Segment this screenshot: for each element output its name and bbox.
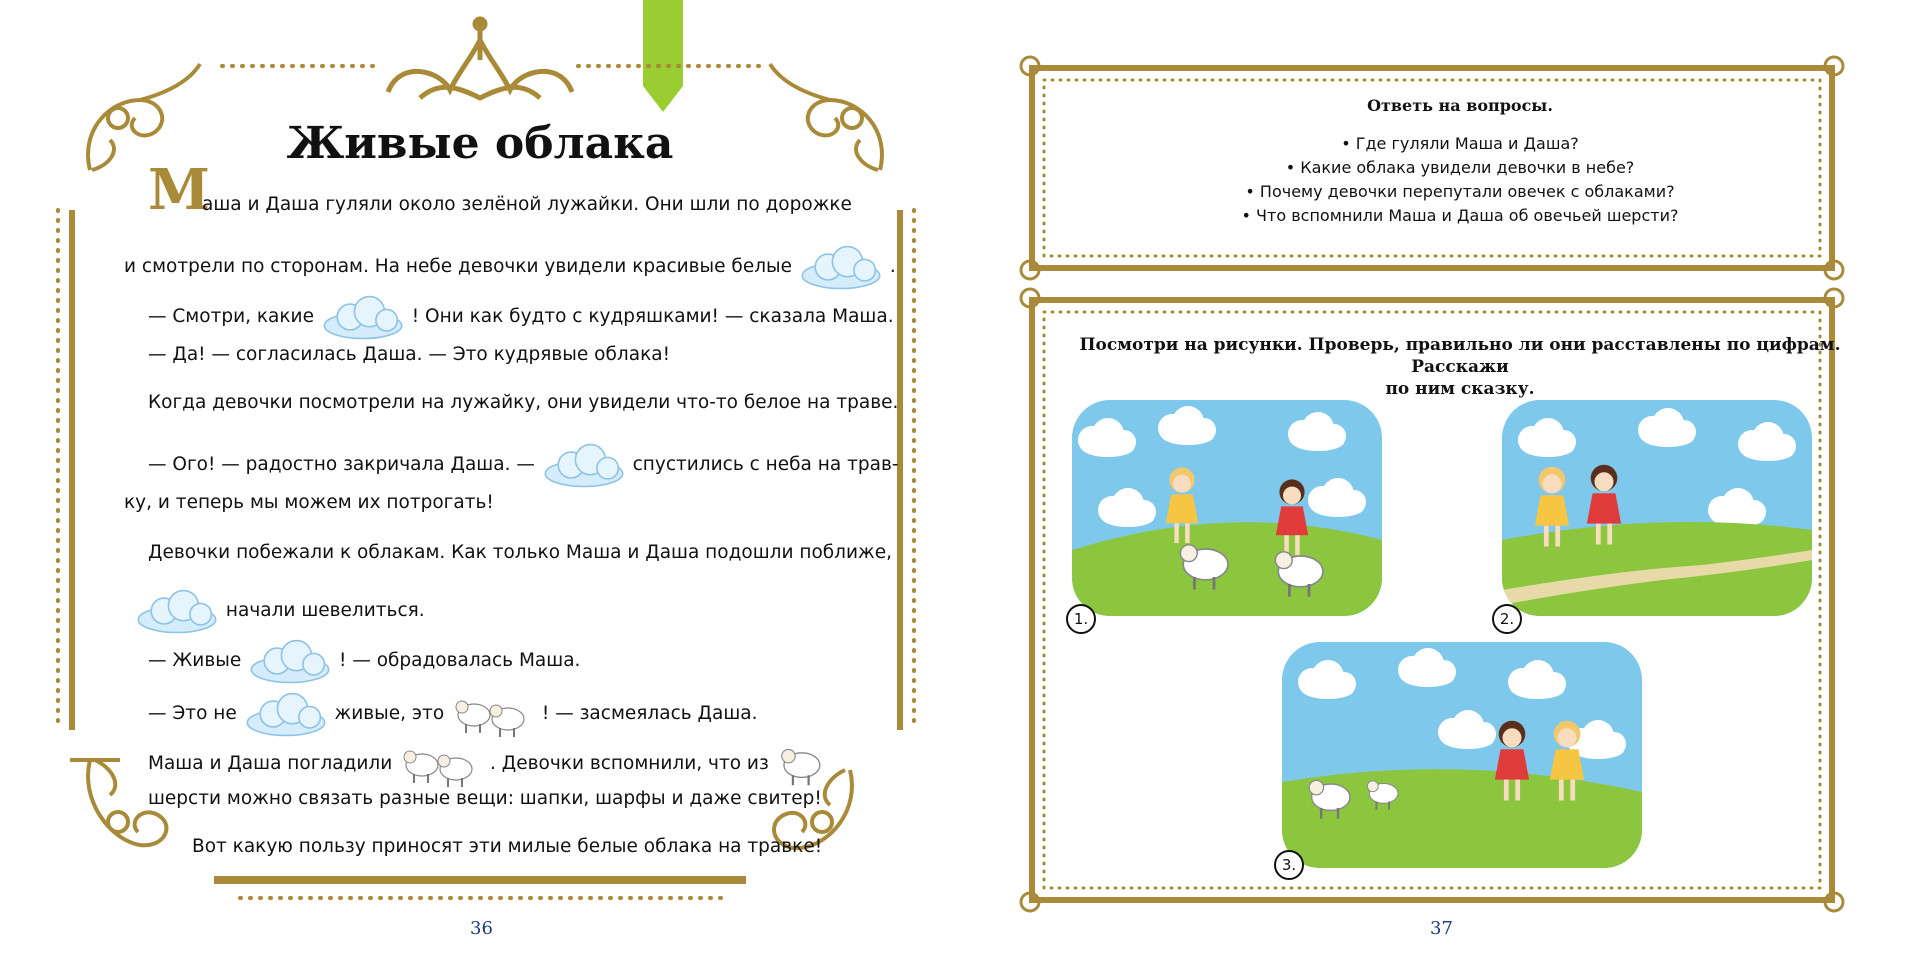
corner-ornament-top-right bbox=[770, 64, 882, 170]
story-line-4: — Да! — согласилась Даша. — Это кудрявые облака! bbox=[148, 344, 670, 365]
cloud-icon bbox=[541, 440, 627, 490]
story-line-7: ку, и теперь мы можем их потрогать! bbox=[124, 492, 494, 513]
page-number-right: 37 bbox=[1430, 918, 1453, 939]
drop-cap: М bbox=[148, 157, 210, 223]
question-item: • Почему девочки перепутали овечек с облаками? bbox=[1245, 182, 1675, 201]
story-title: Живые облака bbox=[286, 118, 674, 169]
question-item: • Где гуляли Маша и Даша? bbox=[1341, 134, 1579, 153]
story-line-2: и смотрели по сторонам. На небе девочки увидели красивые белые . bbox=[124, 242, 896, 292]
story-line-8: Девочки побежали к облакам. Как только Маша и Даша подошли поближе, bbox=[148, 542, 892, 563]
task-instruction: Посмотри на рисунки. Проверь, правильно ли они расставлены по цифрам. Расскажи по ним сказку. bbox=[1079, 335, 1841, 399]
story-line-6: — Ого! — радостно закричала Даша. — спустились с неба на трав- bbox=[148, 440, 899, 490]
picture-number-3: 3. bbox=[1274, 850, 1304, 880]
sheep-icon bbox=[775, 736, 831, 792]
picture-1 bbox=[1072, 400, 1382, 616]
cloud-icon bbox=[247, 636, 333, 686]
right-page bbox=[960, 0, 1920, 960]
question-item: • Какие облака увидели девочки в небе? bbox=[1285, 158, 1635, 177]
story-line-10: — Живые ! — обрадовалась Маша. bbox=[148, 636, 580, 686]
story-line-9: начали шевелиться. bbox=[134, 586, 425, 636]
sheep-icon bbox=[398, 736, 484, 792]
sheep-icon bbox=[450, 686, 536, 742]
story-line-14: Вот какую пользу приносят эти милые белые облака на травке! bbox=[192, 836, 823, 857]
cloud-icon bbox=[243, 689, 329, 739]
corner-ornament-top-left bbox=[88, 64, 200, 170]
story-line-5: Когда девочки посмотрели на лужайку, они увидели что-то белое на траве. bbox=[148, 392, 899, 413]
story-line-3: — Смотри, какие ! Они как будто с кудряшками! — сказала Маша. bbox=[148, 292, 894, 342]
picture-number-2: 2. bbox=[1492, 604, 1522, 634]
story-line-11: — Это не живые, это ! — засмеялась Даша. bbox=[148, 686, 757, 742]
picture-number-1: 1. bbox=[1066, 604, 1096, 634]
cloud-icon bbox=[798, 242, 884, 292]
picture-2 bbox=[1502, 400, 1812, 616]
story-line-13: шерсти можно связать разные вещи: шапки, шарфы и даже свитер! bbox=[148, 788, 822, 809]
page-number-left: 36 bbox=[470, 918, 493, 939]
cloud-icon bbox=[320, 292, 406, 342]
story-line-1: аша и Даша гуляли около зелёной лужайки. Они шли по дорожке bbox=[202, 194, 852, 215]
story-line-12: Маша и Даша погладили . Девочки вспомнили, что из bbox=[148, 736, 831, 792]
crown-ornament bbox=[388, 19, 572, 98]
picture-3 bbox=[1282, 642, 1642, 868]
questions-title: Ответь на вопросы. bbox=[1367, 96, 1553, 115]
cloud-icon bbox=[134, 586, 220, 636]
question-item: • Что вспомнили Маша и Даша об овечьей шерсти? bbox=[1241, 206, 1679, 225]
